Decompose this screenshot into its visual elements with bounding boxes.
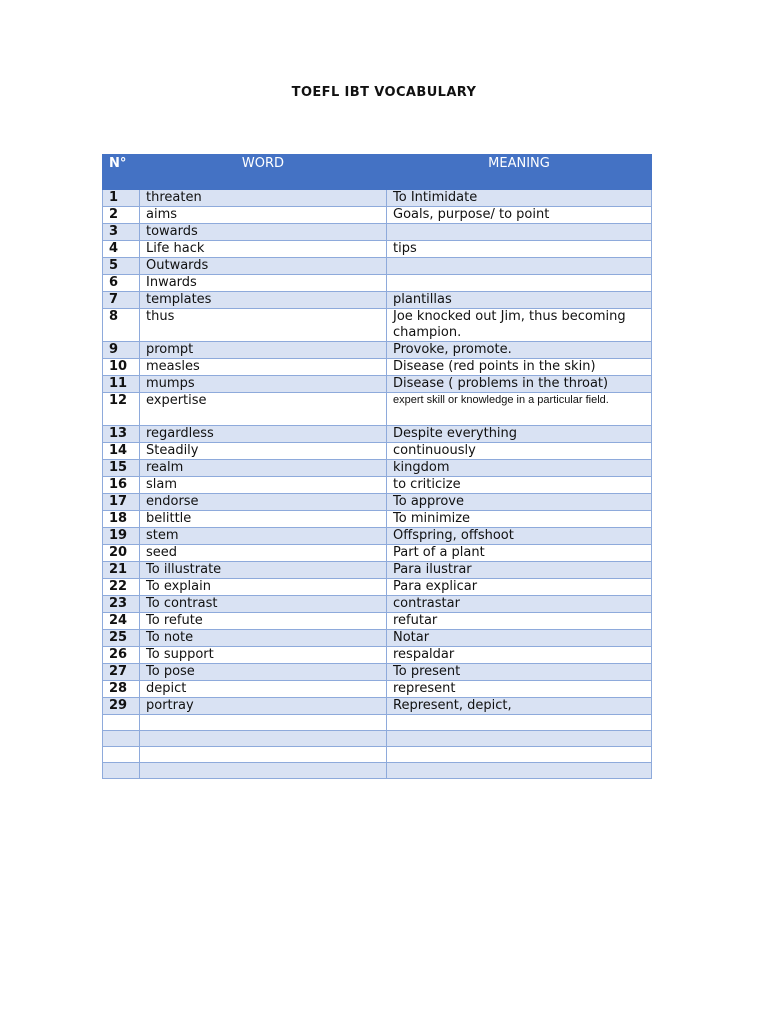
table-row: [103, 224, 652, 241]
word-cell: To note: [140, 630, 387, 647]
word-cell: thus: [140, 309, 387, 342]
row-number: 26: [103, 647, 140, 664]
table-row: [103, 393, 652, 426]
table-row: [103, 511, 652, 528]
row-number: 10: [103, 359, 140, 376]
row-number: 22: [103, 579, 140, 596]
word-cell: stem: [140, 528, 387, 545]
word-cell: To illustrate: [140, 562, 387, 579]
table-row: [103, 647, 652, 664]
word-cell: slam: [140, 477, 387, 494]
word-cell: measles: [140, 359, 387, 376]
column-header-word: WORD: [140, 155, 387, 190]
meaning-cell: To Intimidate: [387, 190, 652, 207]
table-row: [103, 207, 652, 224]
meaning-cell: [387, 224, 652, 241]
empty-table-row: [103, 747, 652, 763]
meaning-cell: Provoke, promote.: [387, 342, 652, 359]
meaning-cell: to criticize: [387, 477, 652, 494]
empty-table-row: [103, 731, 652, 747]
word-cell: Steadily: [140, 443, 387, 460]
empty-table-row: [103, 763, 652, 779]
table-row: [103, 613, 652, 630]
row-number: 16: [103, 477, 140, 494]
meaning-cell: Notar: [387, 630, 652, 647]
empty-cell: [140, 731, 387, 747]
table-row: [103, 664, 652, 681]
table-row: [103, 681, 652, 698]
meaning-cell: respaldar: [387, 647, 652, 664]
row-number: 9: [103, 342, 140, 359]
meaning-cell: refutar: [387, 613, 652, 630]
row-number: 3: [103, 224, 140, 241]
empty-cell: [387, 715, 652, 731]
word-cell: towards: [140, 224, 387, 241]
word-cell: To explain: [140, 579, 387, 596]
table-row: [103, 309, 652, 342]
table-row: [103, 579, 652, 596]
row-number: 21: [103, 562, 140, 579]
table-row: [103, 359, 652, 376]
empty-cell: [387, 763, 652, 779]
meaning-cell: Joe knocked out Jim, thus becoming champion.: [387, 309, 652, 342]
word-cell: realm: [140, 460, 387, 477]
table-row: [103, 698, 652, 715]
row-number: 28: [103, 681, 140, 698]
table-row: [103, 460, 652, 477]
row-number: 7: [103, 292, 140, 309]
table-row: [103, 630, 652, 647]
meaning-cell: Represent, depict,: [387, 698, 652, 715]
meaning-cell: Para ilustrar: [387, 562, 652, 579]
table-row: [103, 292, 652, 309]
column-header-meaning: MEANING: [387, 155, 652, 190]
empty-cell: [103, 763, 140, 779]
row-number: 19: [103, 528, 140, 545]
meaning-cell: plantillas: [387, 292, 652, 309]
row-number: 20: [103, 545, 140, 562]
word-cell: Life hack: [140, 241, 387, 258]
meaning-cell: Goals, purpose/ to point: [387, 207, 652, 224]
row-number: 2: [103, 207, 140, 224]
row-number: 18: [103, 511, 140, 528]
row-number: 8: [103, 309, 140, 342]
empty-cell: [387, 731, 652, 747]
meaning-cell: contrastar: [387, 596, 652, 613]
row-number: 11: [103, 376, 140, 393]
word-cell: prompt: [140, 342, 387, 359]
word-cell: threaten: [140, 190, 387, 207]
meaning-cell: tips: [387, 241, 652, 258]
word-cell: To contrast: [140, 596, 387, 613]
row-number: 24: [103, 613, 140, 630]
table-row: [103, 241, 652, 258]
row-number: 6: [103, 275, 140, 292]
table-row: [103, 528, 652, 545]
meaning-cell: Part of a plant: [387, 545, 652, 562]
meaning-cell: continuously: [387, 443, 652, 460]
word-cell: To support: [140, 647, 387, 664]
meaning-cell: [387, 258, 652, 275]
table-row: [103, 190, 652, 207]
row-number: 13: [103, 426, 140, 443]
meaning-cell: To minimize: [387, 511, 652, 528]
meaning-cell: To approve: [387, 494, 652, 511]
table-row: [103, 258, 652, 275]
word-cell: mumps: [140, 376, 387, 393]
word-cell: expertise: [140, 393, 387, 426]
empty-cell: [103, 747, 140, 763]
empty-cell: [140, 763, 387, 779]
table-header-row: [103, 155, 652, 190]
document-title: TOEFL IBT VOCABULARY: [291, 85, 477, 100]
meaning-cell: Offspring, offshoot: [387, 528, 652, 545]
empty-cell: [103, 715, 140, 731]
word-cell: depict: [140, 681, 387, 698]
word-cell: endorse: [140, 494, 387, 511]
word-cell: To pose: [140, 664, 387, 681]
vocabulary-table: [102, 154, 652, 779]
table-row: [103, 275, 652, 292]
row-number: 29: [103, 698, 140, 715]
meaning-text: expert skill or knowledge in a particular field.: [393, 394, 609, 406]
empty-cell: [140, 715, 387, 731]
word-cell: regardless: [140, 426, 387, 443]
meaning-cell: Despite everything: [387, 426, 652, 443]
table-row: [103, 342, 652, 359]
table-row: [103, 545, 652, 562]
row-number: 1: [103, 190, 140, 207]
row-number: 27: [103, 664, 140, 681]
empty-table-row: [103, 715, 652, 731]
meaning-cell: represent: [387, 681, 652, 698]
row-number: 12: [103, 393, 140, 426]
meaning-cell: To present: [387, 664, 652, 681]
word-cell: seed: [140, 545, 387, 562]
table-row: [103, 562, 652, 579]
empty-cell: [140, 747, 387, 763]
column-header-number: N°: [103, 155, 140, 190]
meaning-cell: Para explicar: [387, 579, 652, 596]
table-row: [103, 596, 652, 613]
word-cell: Outwards: [140, 258, 387, 275]
row-number: 25: [103, 630, 140, 647]
row-number: 14: [103, 443, 140, 460]
meaning-cell: Disease (red points in the skin): [387, 359, 652, 376]
row-number: 4: [103, 241, 140, 258]
word-cell: aims: [140, 207, 387, 224]
meaning-cell: [387, 275, 652, 292]
row-number: 23: [103, 596, 140, 613]
word-cell: belittle: [140, 511, 387, 528]
word-cell: templates: [140, 292, 387, 309]
empty-cell: [103, 731, 140, 747]
table-row: [103, 376, 652, 393]
meaning-cell: kingdom: [387, 460, 652, 477]
row-number: 5: [103, 258, 140, 275]
table-row: [103, 426, 652, 443]
word-cell: To refute: [140, 613, 387, 630]
meaning-cell: [387, 393, 652, 426]
word-cell: Inwards: [140, 275, 387, 292]
row-number: 15: [103, 460, 140, 477]
table-body: [103, 190, 652, 779]
meaning-cell: Disease ( problems in the throat): [387, 376, 652, 393]
row-number: 17: [103, 494, 140, 511]
table-row: [103, 443, 652, 460]
word-cell: portray: [140, 698, 387, 715]
table-row: [103, 494, 652, 511]
empty-cell: [387, 747, 652, 763]
table-row: [103, 477, 652, 494]
